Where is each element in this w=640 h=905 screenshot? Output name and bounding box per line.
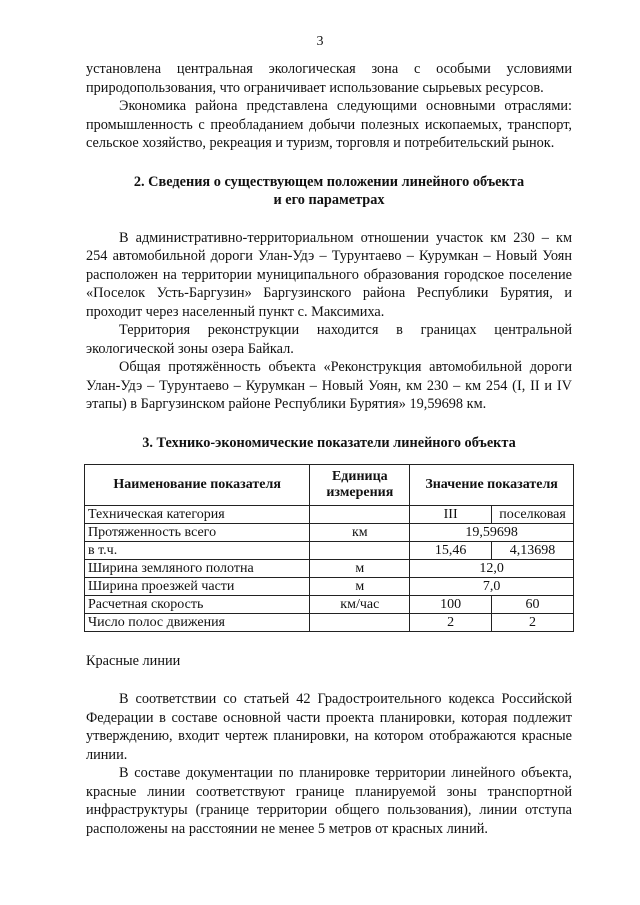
section-3-title: 3. Технико-экономические показатели линейного объекта <box>142 434 516 451</box>
section-2-title-line1: 2. Сведения о существующем положении линейного объекта <box>133 173 525 190</box>
page-number: 3 <box>316 34 324 49</box>
paragraph: Общая протяжённость объекта «Реконструкция автомобильной дороги Улан-Удэ – Турунтаево – Курумкан – Новый Уоян, км 230 – км 254 (I, II и IV этапы) в Баргузинском районе Республики Бурятия» 19,59698 км. <box>86 359 572 412</box>
cell-value-2: 60 <box>492 595 574 613</box>
cell-name: Расчетная скорость <box>85 595 310 613</box>
cell-value-1: 100 <box>410 595 492 613</box>
cell-name: Число полос движения <box>85 613 310 631</box>
table-row <box>85 595 574 613</box>
table-row <box>85 523 574 541</box>
cell-value-1: III <box>410 505 492 523</box>
cell-unit: м <box>310 577 410 595</box>
cell-name: Протяженность всего <box>85 523 310 541</box>
table-header-row <box>85 464 574 505</box>
cell-name: Ширина проезжей части <box>85 577 310 595</box>
cell-unit <box>310 541 410 559</box>
paragraph: установлена центральная экологическая зона с особыми условиями природопользования, что ограничивает использование сырьевых ресурсов. <box>86 61 572 96</box>
indicators-table <box>84 464 574 632</box>
cell-unit: м <box>310 559 410 577</box>
table-row <box>85 577 574 595</box>
table-row <box>85 559 574 577</box>
cell-unit <box>310 613 410 631</box>
cell-name: Техническая категория <box>85 505 310 523</box>
table-row <box>85 613 574 631</box>
cell-unit: км/час <box>310 595 410 613</box>
cell-value-merged: 19,59698 <box>410 523 574 541</box>
cell-name: Ширина земляного полотна <box>85 559 310 577</box>
cell-name: в т.ч. <box>85 541 310 559</box>
cell-value-2: 2 <box>492 613 574 631</box>
table-row <box>85 541 574 559</box>
paragraph: Экономика района представлена следующими основными отраслями: промышленность с преобладанием добычи полезных ископаемых, транспорт, сельское хозяйство, рекреация и туризм, торговля и потребительский рынок. <box>86 98 572 151</box>
cell-value-1: 2 <box>410 613 492 631</box>
table-row <box>85 505 574 523</box>
section-2-title <box>86 173 572 209</box>
header-unit: Единица измерения <box>310 464 410 505</box>
paragraph: В составе документации по планировке территории линейного объекта, красные линии соответствуют границе планируемой зоны транспортной инфраструктуры (границе территории общего пользования), линии отступа расположены на расстоянии не менее 5 метров от красных линий. <box>86 765 572 837</box>
paragraph: Территория реконструкции находится в границах центральной экологической зоны озера Байкал. <box>86 322 572 357</box>
cell-value-1: 15,46 <box>410 541 492 559</box>
cell-value-2: поселковая <box>492 505 574 523</box>
red-lines-heading: Красные линии <box>86 652 181 669</box>
cell-unit <box>310 505 410 523</box>
paragraph: В административно-территориальном отношении участок км 230 – км 254 автомобильной дороги Улан-Удэ – Турунтаево – Курумкан – Новый Уоян расположен на территории муниципального образования городское поселение «Поселок Усть-Баргузин» Баргузинского района Республики Бурятия, и проходит через населенный пункт с. Максимиха. <box>86 229 572 320</box>
cell-value-merged: 7,0 <box>410 577 574 595</box>
cell-value-2: 4,13698 <box>492 541 574 559</box>
document-body <box>86 60 572 838</box>
header-value: Значение показателя <box>410 464 574 505</box>
header-name: Наименование показателя <box>85 464 310 505</box>
section-2-title-line2: и его параметрах <box>273 191 385 208</box>
paragraph: В соответствии со статьей 42 Градостроительного кодекса Российской Федерации в составе основной части проекта планировки, которая подлежит утверждению, входит чертеж планировки, на котором отображаются красные линии. <box>86 691 572 763</box>
cell-unit: км <box>310 523 410 541</box>
cell-value-merged: 12,0 <box>410 559 574 577</box>
